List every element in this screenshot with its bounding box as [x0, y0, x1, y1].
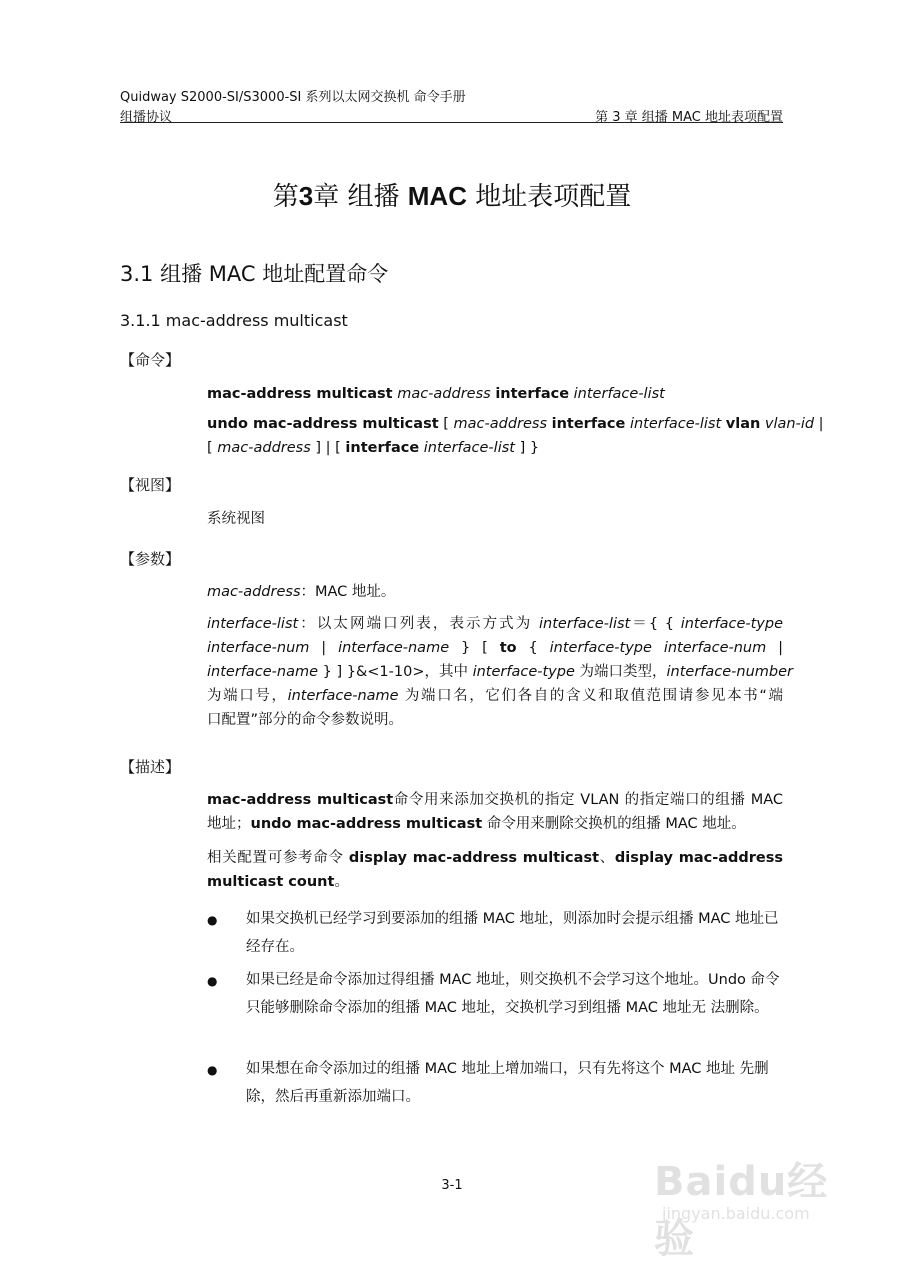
watermark-url: jingyan.baidu.com	[662, 1204, 810, 1223]
bullet-text: 如果交换机已经学习到要添加的组播 MAC 地址，则添加时会提示组播 MAC 地址已经存在。	[246, 911, 779, 955]
tag-params: 【参数】	[120, 550, 181, 568]
tag-command: 【命令】	[120, 351, 181, 369]
header-rule	[120, 122, 783, 123]
section-heading: 3.1 组播 MAC 地址配置命令	[120, 262, 389, 286]
bullet-dot: ●	[207, 913, 218, 927]
view-text: 系统视图	[207, 511, 265, 527]
command-syntax: mac-address multicast mac-address interface interface-list undo mac-address multicast [ mac-address interface interface-list vlan vlan-id | [ mac-address ] | [ interface interface-list ] }	[207, 386, 824, 456]
header-title: Quidway S2000-SI/S3000-SI 系列以太网交换机 命令手册	[120, 90, 466, 105]
subsection-heading: 3.1.1 mac-address multicast	[120, 311, 348, 330]
page-number: 3-1	[441, 1178, 463, 1193]
header-chapter: 第 3 章 组播 MAC 地址表项配置	[595, 110, 783, 125]
chapter-title: 第3章 组播 MAC 地址表项配置	[272, 181, 632, 212]
param-mac-address: mac-address：MAC 地址。	[207, 584, 396, 600]
baidu-watermark	[654, 1150, 864, 1262]
tag-desc: 【描述】	[120, 758, 181, 776]
desc-paragraph-2: 相关配置可参考命令 display mac-address multicast、display mac-address multicast count。	[207, 850, 784, 890]
bullet-dot: ●	[207, 1063, 218, 1077]
header-section: 组播协议	[120, 110, 173, 125]
bullet-text: 如果想在命令添加过的组播 MAC 地址上增加端口，只有先将这个 MAC 地址 先删除，然后再重新添加端口。	[246, 1061, 769, 1105]
bullet-text: 如果已经是命令添加过得组播 MAC 地址，则交换机不会学习这个地址。Undo 命令只能够删除命令添加的组播 MAC 地址，交换机学习到组播 MAC 地址无 法删除。	[246, 972, 780, 1016]
watermark-logo: Baidu经验	[654, 1159, 829, 1262]
tag-view: 【视图】	[120, 476, 181, 494]
param-interface-list: interface-list：以太网端口列表，表示方式为 interface-list＝{ { interface-type interface-num | interface-name } [ to { interface-type interface-num | interface-name } ] }&<1-10>，其中 interface-type 为端口类型，interface-number 为端口号，interface-name 为端口名，它们各自的含义和取值范围请参见本书“端 口配置”部分的命令参数说明。	[207, 616, 793, 728]
desc-paragraph-1: mac-address multicast命令用来添加交换机的指定 VLAN 的指定端口的组播 MAC 地址；undo mac-address multicast 命令用来删除交换机的组播 MAC 地址。	[207, 792, 783, 832]
bullet-dot: ●	[207, 974, 218, 988]
